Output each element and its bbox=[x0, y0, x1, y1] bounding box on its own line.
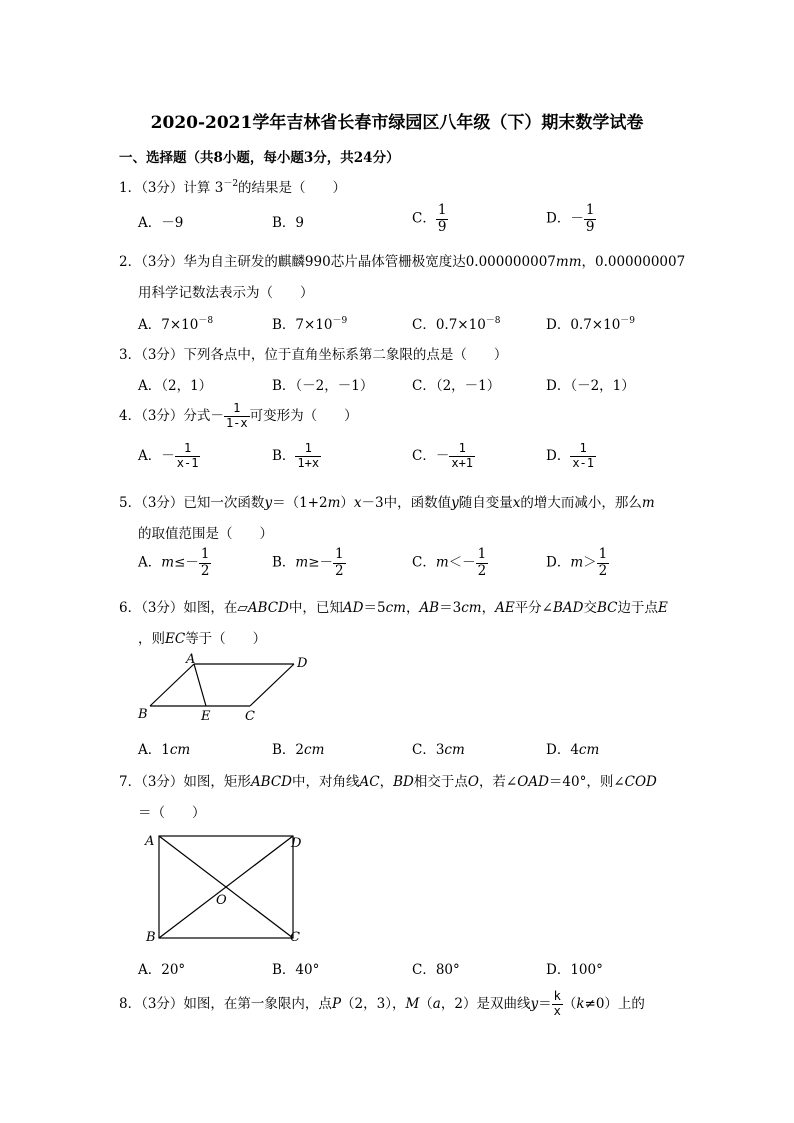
question-4-option-d: D． $\frac{1}{x-1}$ bbox=[546, 441, 595, 470]
question-6-option-c: C．3cm bbox=[412, 742, 465, 758]
question-7-rectangle-figure bbox=[138, 828, 313, 948]
question-1-option-c: C． $\frac{1}{9}$ bbox=[412, 202, 447, 235]
question-4-option-c: C．－ $\frac{1}{x+1}$ bbox=[412, 441, 474, 470]
question-7-option-b: B．40° bbox=[272, 962, 320, 978]
question-2-option-c: C．$0.7\times 10^{-8}$ bbox=[412, 316, 501, 333]
question-5-option-c: C．m＜－ $\frac{1}{2}$ bbox=[412, 546, 487, 579]
question-6-parallelogram-figure bbox=[132, 650, 317, 725]
page-title: 2020-2021学年吉林省长春市绿园区八年级（下）期末数学试卷 bbox=[150, 113, 644, 133]
question-6-stem-line2: ，则EC等于（ ） bbox=[138, 631, 267, 647]
label-c: C bbox=[245, 709, 255, 724]
label-a: A bbox=[145, 834, 155, 849]
question-5-stem-line1: 5．（3分）已知一次函数y＝（1+2m）x－3中，函数值y随自变量x的增大而减小，那么m bbox=[119, 495, 655, 511]
question-5-stem-line2: 的取值范围是（ ） bbox=[138, 526, 273, 542]
label-a: A bbox=[186, 652, 196, 667]
question-6-option-d: D．4cm bbox=[546, 742, 600, 758]
question-7-stem-line2: ＝（ ） bbox=[138, 805, 206, 821]
section-heading: 一、选择题（共8小题，每小题3分，共24分） bbox=[119, 150, 400, 166]
question-7-option-a: A．20° bbox=[138, 962, 186, 978]
question-7-option-c: C．80° bbox=[412, 962, 460, 978]
question-3-option-d: D．（－2，1） bbox=[546, 378, 635, 394]
segment-ae bbox=[194, 664, 206, 706]
question-6-option-b: B．2cm bbox=[272, 742, 325, 758]
side-dc bbox=[250, 664, 294, 706]
question-3-option-c: C．（2，－1） bbox=[412, 378, 501, 394]
question-2-stem-line2: 用科学记数法表示为（ ） bbox=[138, 285, 314, 301]
question-4-stem: 4．（3分）分式－ $\frac{1}{1-x}$ 可变形为（ ） bbox=[119, 401, 358, 430]
question-1-option-d: D．－ $\frac{1}{9}$ bbox=[546, 202, 595, 235]
question-5-option-a: A．m≤－ $\frac{1}{2}$ bbox=[138, 546, 210, 579]
question-7-option-d: D．100° bbox=[546, 962, 603, 978]
label-b: B bbox=[138, 707, 148, 722]
question-2-option-b: B．$7\times 10^{-9}$ bbox=[272, 316, 348, 333]
question-2-option-d: D．$0.7\times 10^{-9}$ bbox=[546, 316, 636, 333]
label-b: B bbox=[146, 930, 156, 945]
question-1-option-b: B．9 bbox=[272, 215, 305, 231]
question-6-option-a: A．1cm bbox=[138, 742, 191, 758]
question-2-stem-line1: 2．（3分）华为自主研发的麒麟990芯片晶体管栅极宽度达0.000000007mm，0.000000007 bbox=[119, 254, 686, 270]
question-7-stem-line1: 7．（3分）如图，矩形ABCD中，对角线AC，BD相交于点O，若∠OAD＝40°，则∠COD bbox=[119, 774, 657, 790]
question-4-option-b: B． $\frac{1}{1+x}$ bbox=[272, 441, 320, 470]
question-2-option-a: A．$7\times 10^{-8}$ bbox=[138, 316, 214, 333]
question-5-option-d: D．m＞ $\frac{1}{2}$ bbox=[546, 546, 608, 579]
label-c: C bbox=[290, 930, 300, 945]
question-4-option-a: A．－ $\frac{1}{x-1}$ bbox=[138, 441, 199, 470]
side-ab bbox=[150, 664, 194, 706]
question-8-stem: 8．（3分）如图，在第一象限内，点P（2，3），M（a，2）是双曲线y＝ $\frac{k}{x}$ （k≠0）上的 bbox=[119, 989, 645, 1018]
question-6-stem-line1: 6．（3分）如图，在▱ABCD中，已知AD＝5cm，AB＝3cm，AE平分∠BAD交BC边于点E bbox=[119, 600, 668, 616]
label-d: D bbox=[291, 836, 302, 851]
question-1-option-a: A．－9 bbox=[138, 215, 184, 231]
label-d: D bbox=[297, 656, 308, 671]
label-o: O bbox=[216, 893, 227, 908]
question-5-option-b: B．m≥－ $\frac{1}{2}$ bbox=[272, 546, 344, 579]
label-e: E bbox=[201, 709, 211, 724]
question-3-stem: 3．（3分）下列各点中，位于直角坐标系第二象限的点是（ ） bbox=[119, 347, 508, 363]
question-1-stem: 1．（3分）计算 $3^{-2}$的结果是（ ） bbox=[119, 179, 347, 196]
question-3-option-b: B．（－2，－1） bbox=[272, 378, 374, 394]
question-3-option-a: A．（2，1） bbox=[138, 378, 213, 394]
